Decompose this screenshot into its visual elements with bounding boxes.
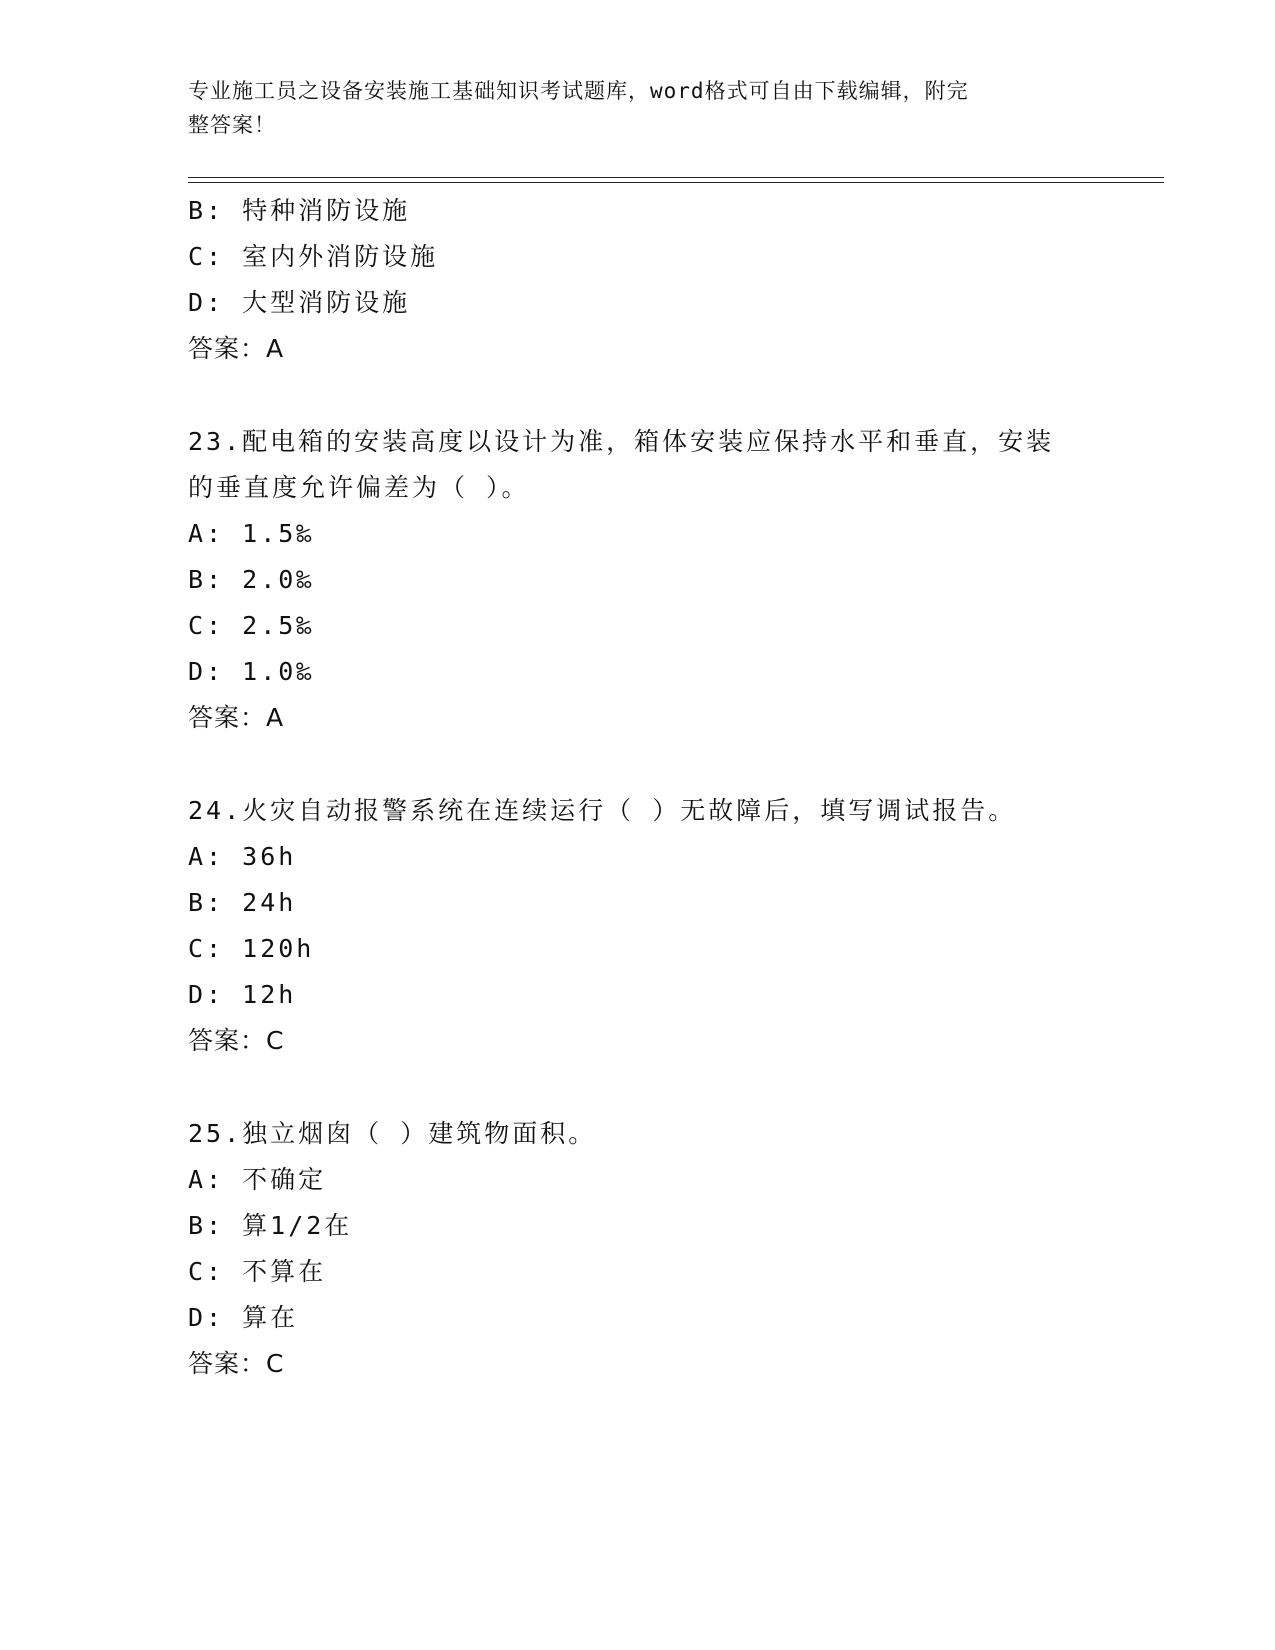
option-c: C: 不算在 xyxy=(188,1257,327,1286)
option-d: D: 大型消防设施 xyxy=(188,288,411,317)
option-d: D: 算在 xyxy=(188,1303,299,1332)
spacer xyxy=(188,372,1088,419)
header-divider-top xyxy=(188,177,1164,178)
question-text-line-1: 24.火灾自动报警系统在连续运行（ ）无故障后，填写调试报告。 xyxy=(188,796,1017,825)
option-a: A: 1.5‰ xyxy=(188,519,315,548)
answer-line: 答案：A xyxy=(188,703,285,732)
question-25 xyxy=(188,1111,1088,1387)
option-b: B: 24h xyxy=(188,888,297,917)
document-header xyxy=(188,74,1088,142)
header-divider-bottom xyxy=(188,182,1164,183)
question-22-tail xyxy=(188,188,1088,372)
option-b: B: 特种消防设施 xyxy=(188,196,411,225)
spacer xyxy=(188,741,1088,788)
answer-line: 答案：C xyxy=(188,1026,285,1055)
question-text-line-2: 的垂直度允许偏差为（ ）。 xyxy=(188,473,530,502)
header-line-1: 专业施工员之设备安装施工基础知识考试题库，word格式可自由下载编辑，附完 xyxy=(188,79,969,103)
header-line-2: 整答案！ xyxy=(188,113,276,137)
question-text-line-1: 25.独立烟囱（ ）建筑物面积。 xyxy=(188,1119,597,1148)
option-d: D: 12h xyxy=(188,980,297,1009)
option-d: D: 1.0‰ xyxy=(188,657,315,686)
option-a: A: 36h xyxy=(188,842,297,871)
option-b: B: 2.0‰ xyxy=(188,565,315,594)
option-c: C: 2.5‰ xyxy=(188,611,315,640)
option-c: C: 室内外消防设施 xyxy=(188,242,439,271)
question-list xyxy=(188,188,1088,1387)
question-text-line-1: 23.配电箱的安装高度以设计为准，箱体安装应保持水平和垂直，安装 xyxy=(188,427,1055,456)
option-c: C: 120h xyxy=(188,934,315,963)
answer-line: 答案：A xyxy=(188,334,285,363)
option-b: B: 算1/2在 xyxy=(188,1211,353,1240)
question-24 xyxy=(188,788,1088,1064)
question-23 xyxy=(188,419,1088,741)
answer-line: 答案：C xyxy=(188,1349,285,1378)
spacer xyxy=(188,1064,1088,1111)
option-a: A: 不确定 xyxy=(188,1165,327,1194)
